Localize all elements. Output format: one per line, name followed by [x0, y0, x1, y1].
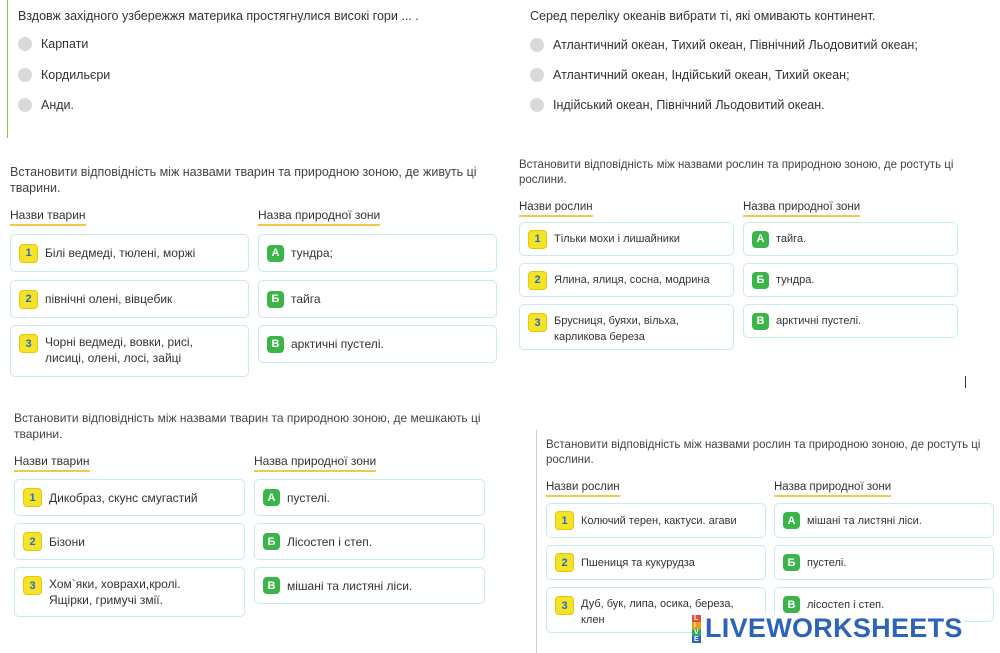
- q1-option-3[interactable]: Анди.: [18, 98, 74, 112]
- q2-option-1[interactable]: Атлантичний океан, Тихий океан, Північний Льодовитий океан;: [530, 38, 918, 52]
- m3-right-item-a[interactable]: А пустелі.: [254, 479, 485, 516]
- letter-badge: В: [783, 596, 800, 613]
- radio-button[interactable]: [530, 38, 544, 52]
- left-accent-line: [7, 0, 8, 138]
- m4-right-item-b[interactable]: Б пустелі.: [774, 545, 994, 580]
- radio-button[interactable]: [530, 68, 544, 82]
- radio-button[interactable]: [18, 68, 32, 82]
- letter-badge: А: [263, 489, 280, 506]
- number-badge: 1: [555, 511, 574, 530]
- letter-badge: Б: [267, 291, 284, 308]
- m3-left-item-2[interactable]: 2 Бізони: [14, 523, 245, 560]
- number-badge: 3: [19, 334, 38, 353]
- m4-question: Встановити відповідність між назвами рослин та природною зоною, де ростуть ці рослини.: [546, 439, 981, 466]
- m4-right-item-c[interactable]: В лісостеп і степ.: [774, 587, 994, 622]
- section-divider: [536, 430, 537, 653]
- letter-badge: А: [267, 245, 284, 262]
- m2-right-item-c[interactable]: В арктичні пустелі.: [743, 304, 958, 338]
- liveworksheets-logo: L I V E LIVEWORKSHEETS: [694, 613, 963, 643]
- m4-right-item-a[interactable]: А мішані та листяні ліси.: [774, 503, 994, 538]
- q2-question: Серед переліку океанів вибрати ті, які омивають континент.: [530, 9, 876, 23]
- m1-right-item-c[interactable]: В арктичні пустелі.: [258, 325, 497, 363]
- m3-right-item-b[interactable]: Б Лісостеп і степ.: [254, 523, 485, 560]
- text-cursor: [965, 376, 966, 388]
- number-badge: 3: [23, 576, 42, 595]
- m2-left-item-2[interactable]: 2 Ялина, ялиця, сосна, модрина: [519, 263, 734, 297]
- m2-question: Встановити відповідність між назвами рослин та природною зоною, де ростуть ці рослини.: [519, 159, 954, 186]
- m2-left-header: Назви рослин: [519, 201, 593, 217]
- m2-right-item-b[interactable]: Б тундра.: [743, 263, 958, 297]
- q1-option-1[interactable]: Карпати: [18, 37, 88, 51]
- letter-badge: А: [783, 512, 800, 529]
- number-badge: 1: [528, 230, 547, 249]
- m4-left-item-2[interactable]: 2 Пшениця та кукурудза: [546, 545, 766, 580]
- m2-right-item-a[interactable]: А тайга.: [743, 222, 958, 256]
- number-badge: 2: [528, 271, 547, 290]
- m2-left-item-1[interactable]: 1 Тільки мохи і лишайники: [519, 222, 734, 256]
- radio-button[interactable]: [530, 98, 544, 112]
- number-badge: 1: [19, 244, 38, 263]
- m1-left-item-2[interactable]: 2 північні олені, вівцебик: [10, 280, 249, 318]
- m3-question: Встановити відповідність між назвами тварин та природною зоною, де мешкають ці тварини.: [14, 411, 481, 441]
- number-badge: 2: [23, 532, 42, 551]
- letter-badge: В: [752, 313, 769, 330]
- m3-right-header: Назва природної зони: [254, 454, 376, 472]
- m4-right-header: Назва природної зони: [774, 481, 891, 497]
- m1-question: Встановити відповідність між назвами тварин та природною зоною, де живуть ці тварини.: [10, 165, 477, 195]
- number-badge: 2: [555, 553, 574, 572]
- number-badge: 3: [555, 596, 574, 615]
- q2-option-2[interactable]: Атлантичний океан, Індійський океан, Тихий океан;: [530, 68, 850, 82]
- m4-left-item-3[interactable]: 3 Дуб, бук, липа, осика, береза, клен: [546, 587, 766, 633]
- m1-left-item-1[interactable]: 1 Білі ведмеді, тюлені, моржі: [10, 234, 249, 272]
- number-badge: 1: [23, 488, 42, 507]
- q1-option-2[interactable]: Кордильєри: [18, 68, 110, 82]
- m1-right-item-b[interactable]: Б тайга: [258, 280, 497, 318]
- letter-badge: В: [267, 336, 284, 353]
- m4-left-header: Назви рослин: [546, 481, 620, 497]
- m3-left-item-3[interactable]: 3 Хом`яки, ховрахи,кролі. Ящірки, гримучі змії.: [14, 567, 245, 617]
- letter-badge: Б: [263, 533, 280, 550]
- number-badge: 2: [19, 290, 38, 309]
- q1-question: Вздовж західного узбережжя материка простягнулися високі гори ... .: [18, 9, 419, 23]
- number-badge: 3: [528, 313, 547, 332]
- letter-badge: В: [263, 577, 280, 594]
- m1-left-item-3[interactable]: 3 Чорні ведмеді, вовки, рисі, лисиці, олені, лосі, зайці: [10, 325, 249, 377]
- m2-right-header: Назва природної зони: [743, 201, 860, 217]
- m3-left-header: Назви тварин: [14, 454, 90, 472]
- radio-button[interactable]: [18, 98, 32, 112]
- q2-option-3[interactable]: Індійський океан, Північний Льодовитий океан.: [530, 98, 825, 112]
- m3-right-item-c[interactable]: В мішані та листяні ліси.: [254, 567, 485, 604]
- m1-right-header: Назва природної зони: [258, 208, 380, 226]
- letter-badge: Б: [783, 554, 800, 571]
- m2-left-item-3[interactable]: 3 Брусниця, буяхи, вільха, карликова береза: [519, 304, 734, 350]
- m4-left-item-1[interactable]: 1 Колючий терен, кактуси. агави: [546, 503, 766, 538]
- m1-left-header: Назви тварин: [10, 208, 86, 226]
- radio-button[interactable]: [18, 37, 32, 51]
- m3-left-item-1[interactable]: 1 Дикобраз, скунс смугастий: [14, 479, 245, 516]
- letter-badge: Б: [752, 272, 769, 289]
- letter-badge: А: [752, 231, 769, 248]
- m1-right-item-a[interactable]: А тундра;: [258, 234, 497, 272]
- live-badge: L I V E: [694, 614, 699, 643]
